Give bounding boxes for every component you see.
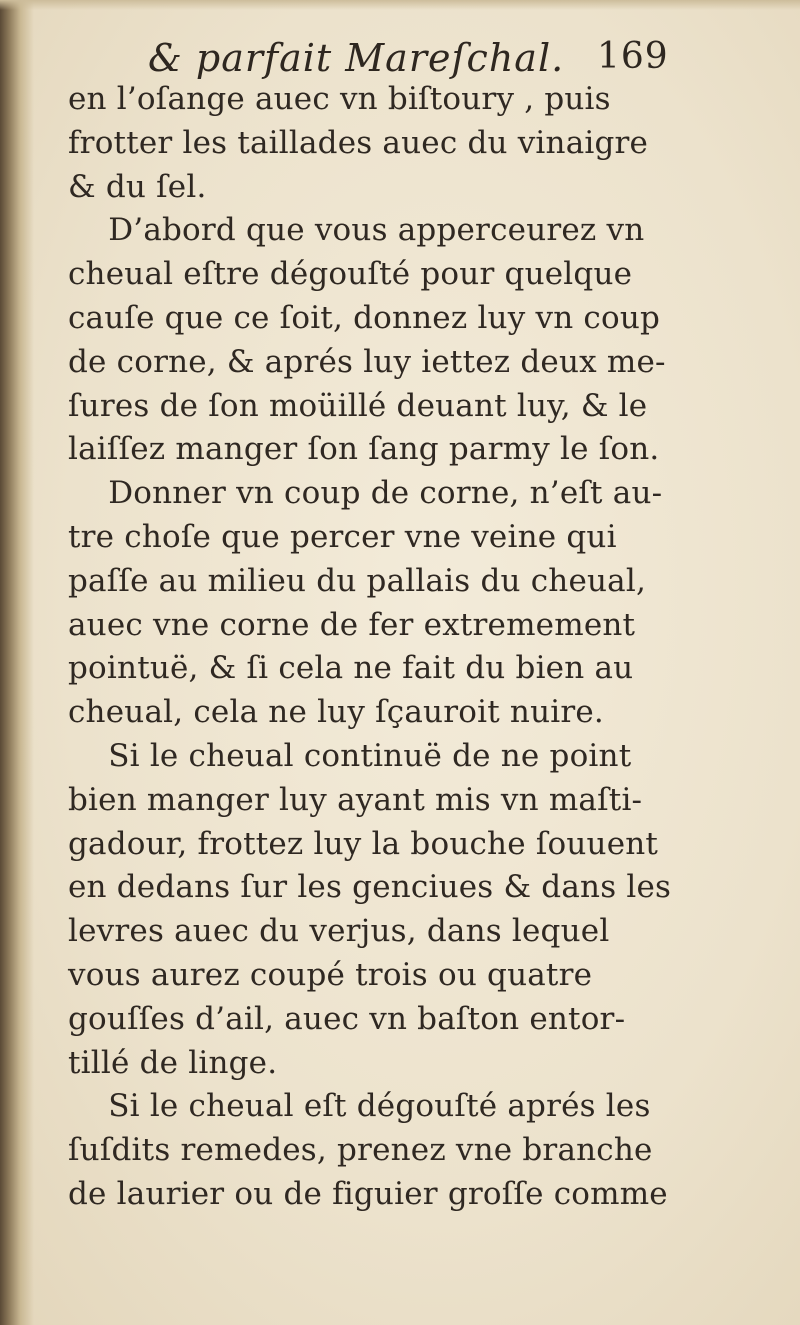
text-line: paſſe au milieu du pallais du cheual,: [68, 562, 647, 599]
text-line: ſures de ſon moüillé deuant luy, & le: [68, 387, 648, 424]
text-line: Si le cheual continuë de ne point: [68, 737, 632, 774]
text-line: & du ſel.: [68, 168, 207, 205]
text-line: levres auec du verjus, dans lequel: [68, 913, 610, 950]
page-number: 169: [597, 36, 669, 77]
text-line: Donner vn coup de corne, n’eſt au-: [68, 475, 663, 512]
text-line: cheual eſtre dégouſté pour quelque: [68, 256, 633, 293]
text-line: D’abord que vous apperceurez vn: [68, 212, 645, 249]
text-line: de corne, & aprés luy iettez deux me-: [68, 343, 666, 380]
text-line: gouſſes d’ail, auec vn baſton entor-: [68, 1000, 626, 1037]
text-line: de laurier ou de figuier groſſe comme: [68, 1175, 668, 1212]
text-line: laiſſez manger ſon ſang parmy le ſon.: [68, 431, 660, 468]
binding-gutter-shadow: [0, 0, 34, 1325]
text-line: vous aurez coupé trois ou quatre: [68, 956, 593, 993]
text-line: en dedans ſur les genciues & dans les: [68, 869, 672, 906]
text-line: Si le cheual eſt dégouſté aprés les: [68, 1088, 651, 1125]
body-text: [68, 78, 672, 1217]
text-line: ſuſdits remedes, prenez vne branche: [68, 1132, 653, 1169]
text-line: gadour, frottez luy la bouche ſouuent: [68, 825, 659, 862]
text-line: pointuë, & ſi cela ne fait du bien au: [68, 650, 634, 687]
text-line: tillé de linge.: [68, 1044, 278, 1081]
text-line: frotter les taillades auec du vinaigre: [68, 124, 649, 161]
text-line: cheual, cela ne luy ſçauroit nuire.: [68, 694, 604, 731]
text-line: bien manger luy ayant mis vn maſti-: [68, 781, 643, 818]
text-line: tre choſe que percer vne veine qui: [68, 518, 617, 555]
text-line: en l’oſange auec vn biſtoury , puis: [68, 81, 611, 117]
text-line: auec vne corne de fer extremement: [68, 606, 636, 643]
text-line: cauſe que ce ſoit, donnez luy vn coup: [68, 299, 661, 336]
page-top-edge: [0, 0, 800, 10]
running-title: & parfait Mareſchal.: [148, 36, 565, 80]
